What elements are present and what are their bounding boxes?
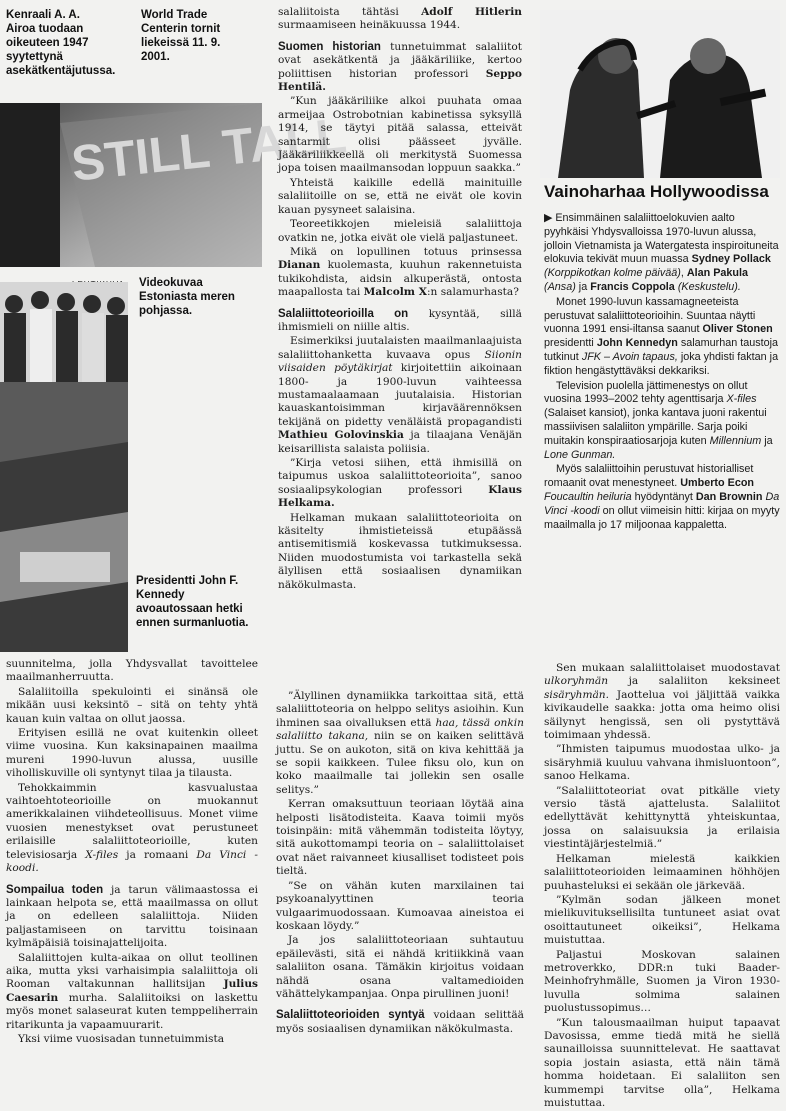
text: hyödyntänyt <box>634 490 693 503</box>
subheading: Salaliittoteorioiden syntyä <box>276 1009 425 1022</box>
text: Salaliittojen kulta-aikaa on ollut teollinen aika, mutta yksi varhaisimpia salaliittoja oli Rooman valtakunnan hallitsijan <box>6 951 258 991</box>
caption-kenraali: Kenraali A. A. Airoa tuodaan oikeuteen 1947 syytettynä asekätkentäjutussa. <box>6 9 116 77</box>
sidebar-body: ▶ Ensimmäinen salaliittoelokuvien aalto pyyhkäisi Yhdysvalloissa 1970-luvun alussa, jolloin Vietnamista ja Watergatesta inspiroituneita elokuvia tekivät muun muassa Sydney Pollack (Korppikotkan kolme päivää), Alan Pakula (Ansa) ja Francis Coppola (Keskustelu). Monet 1990-luvun kassamagneeteista perustuvat salaliittoteorioihin. Suuntaa näytti vuonna 1991 ensi-iltansa saanut Oliver Stonen presidentti John Kennedyn salamurhan taustoja tutkinut JFK – Avoin tapaus, joka yhdisti faktan ja fiktion hengästyttäväksi dekkariksi. Television puolella jättimenestys on ollut vuosina 1993–2002 tehty agenttisarja X-files (Salaiset kansiot), jonka kantava juoni rakentui massiivisen salaliiton ympärille. Sarja poiki muitakin konspiraatiosarjoja kuten Millennium ja Lone Gunman. Myös salaliittoihin perustuvat historialliset romaanit ovat menestyneet. Umberto Econ Foucaultin heiluria hyödyntänyt Dan Brownin Da Vinci -koodi on ollut viimeisin hitti: kirjaa on myyty maailmalla jo 17 miljoonaa kappaletta. <box>544 212 780 531</box>
title: Siionin viisaiden pöytäkirjat <box>278 348 522 375</box>
title: Millennium <box>709 434 762 447</box>
paragraph: ”Se on vähän kuten marxilainen tai psykoanalyyttinen teoria vulgaarimuodossaan. Kumoavaa aineistoa ei koskaan löydy.” <box>276 879 524 932</box>
text: joka yhdisti faktan ja fiktion hengästyttäväksi dekkariksi. <box>544 350 779 377</box>
name: Oliver Stonen <box>702 323 773 336</box>
paragraph: Erityisen esillä ne ovat kuitenkin olleet viime vuosina. Kun kaksinapainen maailma mureni 1990-luvun alussa, uusille viholliskuville oli syntynyt tilaa ja tilausta. <box>6 727 258 780</box>
title: Lone Gunman. <box>544 448 616 461</box>
text: on ollut viimeisin hitti: kirjaa on myyty maailmalla jo 17 miljoonaa kappaletta. <box>544 504 780 531</box>
paragraph: Helkaman mielestä kaikkien salaliittoteorioiden leimaaminen höhhöjen puuhasteluksi ei sekään ole järkevää. <box>544 852 780 892</box>
text: salaliitoista tähtäsi <box>278 6 399 18</box>
title: Da Vinci -koodi. <box>6 848 258 875</box>
name: Julius Caesarin <box>6 978 258 1004</box>
paragraph: ”Kun jääkäriliike alkoi puuhata omaa armeijaa Ostrobotnian kabinetissa syksyllä 1914, se täytyi pitää salassa, etteivät santarmit olisi päässeet jyvälle. Jääkäriliikkeellä oli merkitystä Suomessa jopa toisen maailmansodan loppuun saakka.” <box>278 95 522 175</box>
name: Umberto Econ <box>680 477 755 490</box>
text: surmaamiseen heinäkuussa 1944. <box>278 19 461 32</box>
paragraph: Paljastui Moskovan salainen metroverkko, DDR:n tuki Baader-Meinhofryhmälle, Suomen ja Viron 1930-luvulla solmima salainen puolustussopimus… <box>544 948 780 1015</box>
text: salamurhan taustoja tutkinut <box>544 337 779 363</box>
sign-text: STILL TALL <box>68 107 349 192</box>
text: ja salaliiton keksineet <box>628 675 780 688</box>
text: tunnetuimmat salaliitot ovat asekätkentä ja jääkäriliike, kertoo poliittisen historian professori <box>278 40 522 80</box>
title: (Keskustelu). <box>677 280 741 293</box>
text: voidaan selittää myös sosiaalisen dynamiikan näkökulmasta. <box>276 1009 524 1035</box>
paragraph: Ja jos salaliittoteoriaan suhtautuu epäilevästi, sitä ei nähdä kritiikkinä vaan salaliiton osana. Tämäkin kirjoitus voidaan nähdä osana valtamedioiden vähättelykampanjaa. Onpa pirullinen juoni! <box>276 934 524 1000</box>
text: (Salaiset kansiot), jonka kantava juoni rakentui massiivisen salaliiton ympärille. Sarja poiki muitakin konspiraatiosarjoja kuten <box>544 407 767 447</box>
paragraph: ”Kylmän sodan jälkeen monet mielikuvituksellisilta tuntuneet asiat ovat osoittautuneet oikeiksi”, Helkama muistuttaa. <box>544 893 780 947</box>
paragraph: Kerran omaksuttuun teoriaan löytää aina helposti lisätodisteita. Kaava toimii myös toisinpäin: mitä vähemmän todisteita löytyy, sitä aukottomampi teoria on – salaliittolaiset ovat näet raivanneet kiusalliset todisteet pois tieltä. <box>276 798 524 878</box>
subheading: Suomen historian <box>278 40 381 53</box>
name: Dianan <box>278 259 321 272</box>
name: Seppo Hentilä. <box>278 67 522 94</box>
text: Sen mukaan salaliittolaiset muodostavat <box>556 662 780 674</box>
title: X-files <box>85 848 119 861</box>
text: ja tarun välimaastossa ei lainkaan helpota se, että maailmassa on ollut ja on edelleen salaliittoja. Niiden paljastamiseen on tarvittu toisinaan kylmäpäisiä toisinajattelijoita. <box>6 883 258 950</box>
title: JFK – Avoin tapaus, <box>581 350 678 363</box>
sidebar <box>544 182 782 533</box>
name: Mathieu Golovinskia <box>278 429 404 442</box>
text: kysyntää, sillä ihmismieli on niille altis. <box>278 307 522 333</box>
paragraph: Teoreetikkojen mieleisiä salaliittoja ovatkin ne, jotka eivät ole vielä paljastuneet. <box>278 218 522 244</box>
sidebar-title: Vainoharhaa Hollywoodissa <box>544 182 769 201</box>
bullet-icon: ▶ <box>544 212 556 224</box>
text: Esimerkiksi juutalaisten maailmanlaajuista salaliittohanketta kuvaava opus <box>278 335 522 361</box>
paragraph: Salaliitoilla spekulointi ei sinänsä ole mikään uusi keksintö – sitä on tehty yhtä kauan kuin valtaa on ollut jaossa. <box>6 685 258 725</box>
text: ja <box>764 434 773 447</box>
text: murha. Salaliitoiksi on laskettu myös monet salaseurat kuten temppeliherrain ritarikunta ja vapaamuurarit. <box>6 991 258 1031</box>
kennedy-photo <box>0 282 128 652</box>
column-left-bottom <box>6 658 258 1047</box>
text: niin se on kaiken selittävä juttu. Se on aukoton, sitä on kiva kehittää ja se sopii kaikkeen. Tulee fiksu olo, kun on koko maailmalle tai jollekin sen osalle selitys.” <box>276 730 525 796</box>
caption-kennedy: Presidentti John F. Kennedy avoautossaan hetki ennen surmanluotia. <box>136 575 249 629</box>
subheading: Salaliittoteorioilla on <box>278 307 409 320</box>
title: Foucaultin heiluria <box>544 490 632 503</box>
paragraph: Helkaman mukaan salaliittoteorioita on käsitelty ihmistieteissä etupäässä antisemitismiä koskevassa tutkimuksessa. Niiden muodostumista voi tarkastella sekä älyllisen että sosiaalisen dynamiikan näkökulmasta. <box>278 511 522 591</box>
text: ”Älyllinen dynamiikka tarkoittaa sitä, että salaliittoteoria on helppo selitys asioihin. Kun ihminen saa oivalluksen että <box>276 690 524 729</box>
name: Alan Pakula <box>686 267 749 280</box>
paragraph: Yhteistä kaikille edellä mainituille salaliitoille on se, että ne eivät ole kovin kauan pysyneet salaisina. <box>278 176 522 216</box>
name: Klaus Helkama. <box>278 483 522 510</box>
title: Da Vinci -koodi <box>544 490 780 517</box>
emphasis: haa, tässä onkin salaliitto takana, <box>276 716 524 743</box>
column-mid-bottom <box>276 690 524 1037</box>
caption-video: Videokuvaa Estoniasta meren pohjassa. <box>139 277 235 317</box>
paragraph: ”Kun talousmaailman huiput tapaavat Davosissa, emme tiedä mitä he siellä saunailloissa suunnittelevat. He saattavat sopia jostain asiasta, että näin tämä homma hoidetaan. Ei salaliiton sen kummempi tarvitse olla”, Helkama muistuttaa. <box>544 1016 780 1109</box>
paragraph: suunnitelma, jolla Yhdysvallat tavoittelee maailmanherruutta. <box>6 658 258 684</box>
text: :n salamurhasta? <box>426 286 519 299</box>
x-files-photo <box>540 10 780 178</box>
text: presidentti <box>544 337 594 350</box>
subheading: Sompailua toden <box>6 883 104 896</box>
caption-wtc: World Trade Centerin tornit liekeissä 11. 9. 2001. <box>141 9 221 63</box>
paragraph: ”Salaliittoteoriat ovat pitkälle viety versio tästä ajattelusta. Salaliitot edellyttävät kehittynyttä yhteiskuntaa, jossa on salaisuuksia ja erilaisia viestintäjärjestelmiä.” <box>544 784 780 851</box>
title: X-files <box>726 393 757 406</box>
emphasis: sisäryhmän. <box>544 688 610 701</box>
text: Television puolella jättimenestys on ollut vuosina 1993–2002 tehty agenttisarja <box>544 379 748 406</box>
column-mid-top <box>278 6 522 593</box>
name: Malcolm X <box>363 286 427 299</box>
name: John Kennedyn <box>596 337 678 350</box>
text: Tehokkaimmin kasvualustaa vaihtoehtoteorioille on muokannut amerikkalainen viihdeteollisuus. Monet viime vuosien menestykset ovat perustuneet erilaisille salaliittoteorioille, kuten televisiosarja <box>6 781 258 861</box>
column-right-bottom <box>544 662 780 1111</box>
name: Dan Brownin <box>695 490 763 503</box>
name: Adolf Hitlerin <box>421 6 522 18</box>
name: Sydney Pollack <box>691 253 771 266</box>
text: ja romaani <box>126 848 189 861</box>
title: (Korppikotkan kolme päivää) <box>544 267 681 280</box>
text: Ensimmäinen salaliittoelokuvien aalto pyyhkäisi Yhdysvalloissa 1970-luvun alussa, jolloin Vietnamista ja Watergatesta inspiroituneita elokuvia tekivät muun muassa <box>544 212 779 266</box>
emphasis: ulkoryhmän <box>544 675 609 688</box>
text: Monet 1990-luvun kassamagneeteista perustuvat salaliittoteorioihin. Suuntaa näytti vuonna 1991 ensi-iltansa saanut <box>544 295 756 336</box>
name: Francis Coppola <box>590 280 675 293</box>
text: Mikä on lopullinen totuus prinsessa <box>290 245 522 258</box>
text: ja tilaajana Venäjän keisarillista salaista poliisia. <box>278 429 522 455</box>
text: Jaottelua voi jäljittää vaikka kivikaudelle saakka: jotta oma heimo olisi säilynyt hengissä, sen oli pystyttävä toimimaan yhdessä. <box>544 688 780 742</box>
text: kuolemasta, kuuhun rakennetuista tukikohdista, aidsin alkuperästä, ontosta maapallosta tai <box>278 259 523 299</box>
title: (Ansa) <box>544 280 576 293</box>
paragraph: ”Ihmisten taipumus muodostaa ulko- ja sisäryhmiä kuuluu vahvana ihmisluontoon”, sanoo Helkama. <box>544 743 780 783</box>
text: ”Kirja vetosi siihen, että ihmisillä on taipumus uskoa salaliittoteorioita”, sanoo sosiaalipsykologian professori <box>278 457 522 496</box>
paragraph: Yksi viime vuosisadan tunnetuimmista <box>18 1032 225 1045</box>
text: Myös salaliittoihin perustuvat historialliset romaanit ovat menestyneet. <box>544 463 754 490</box>
text: kirjoitettiin aikoinaan 1800- ja 1900-luvun vaihteessa mustamaalaamaan juutalaisia. Historian kauaskantoisimman kirjaväärennöksen tekijänä on pidetty venäläistä propagandisti <box>278 362 522 428</box>
